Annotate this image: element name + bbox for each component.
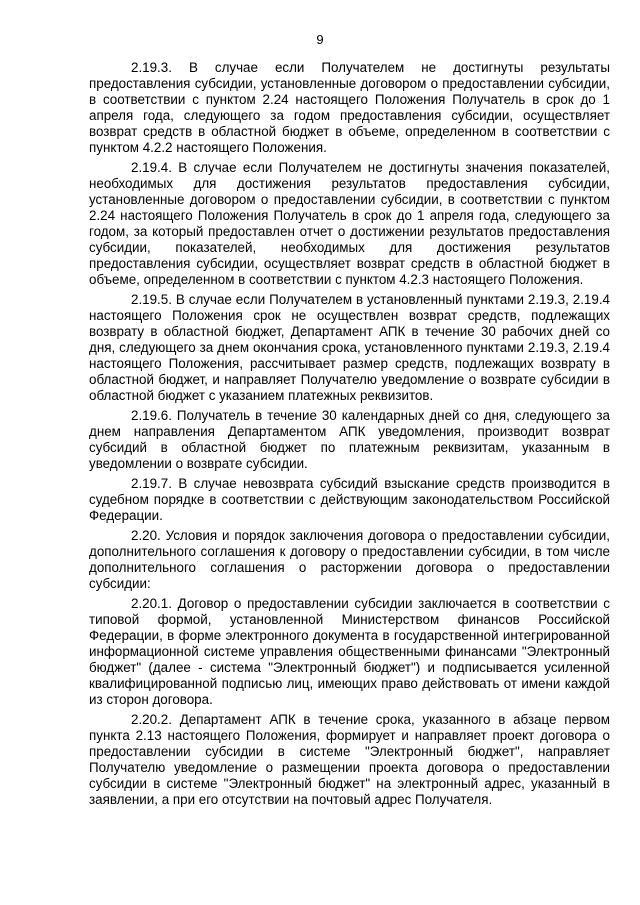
paragraph-2-20-1: 2.20.1. Договор о предоставлении субсидии заключается в соответствии с типовой формой, установленной Министерством финансов Российской Федерации, в форме электронного документа в государственной интегрированной информационной системе управления общественными финансами "Электронный бюджет" (далее - система "Электронный бюджет") и подписывается усиленной квалифицированной подписью лиц, имеющих право действовать от имени каждой из сторон договора. (89, 596, 610, 707)
paragraph-2-20-2: 2.20.2. Департамент АПК в течение срока, указанного в абзаце первом пункта 2.13 настоящего Положения, формирует и направляет проект договора о предоставлении субсидии в системе "Электронный бюджет", направляет Получателю уведомление о размещении проекта договора о предоставлении субсидии в системе "Электронный бюджет" на электронный адрес, указанный в заявлении, а при его отсутствии на почтовый адрес Получателя. (89, 712, 610, 807)
paragraph-2-19-4: 2.19.4. В случае если Получателем не достигнуты значения показателей, необходимых для достижения результатов предоставления субсидии, установленные договором о предоставлении субсидии, в соответствии с пунктом 2.24 настоящего Положения Получатель в срок до 1 апреля года, следующего за годом, за который предоставлен отчет о достижении результатов предоставления субсидии, показателей, необходимых для достижения результатов предоставления субсидии, осуществляет возврат средств в областной бюджет в объеме, определенном в соответствии с пунктом 4.2.3 настоящего Положения. (89, 160, 610, 287)
paragraph-2-20: 2.20. Условия и порядок заключения договора о предоставлении субсидии, дополнительного соглашения к договору о предоставлении субсидии, в том числе дополнительного соглашения о расторжении договора о предоставлении субсидии: (89, 528, 610, 591)
document-body (89, 60, 610, 812)
page-number: 9 (316, 32, 324, 47)
paragraph-2-19-7: 2.19.7. В случае невозврата субсидий взыскание средств производится в судебном порядке в соответствии с действующим законодательством Российской Федерации. (89, 476, 610, 523)
paragraph-2-19-3: 2.19.3. В случае если Получателем не достигнуты результаты предоставления субсидии, установленные договором о предоставлении субсидии, в соответствии с пунктом 2.24 настоящего Положения Получатель в срок до 1 апреля года, следующего за годом предоставления субсидии, осуществляет возврат средств в областной бюджет в объеме, определенном в соответствии с пунктом 4.2.2 настоящего Положения. (89, 60, 610, 155)
paragraph-2-19-5: 2.19.5. В случае если Получателем в установленный пунктами 2.19.3, 2.19.4 настоящего Положения срок не осуществлен возврат средств, подлежащих возврату в областной бюджет, Департамент АПК в течение 30 рабочих дней со дня, следующего за днем окончания срока, установленного пунктами 2.19.3, 2.19.4 настоящего Положения, рассчитывает размер средств, подлежащих возврату в областной бюджет, и направляет Получателю уведомление о возврате субсидии в областной бюджет с указанием платежных реквизитов. (89, 292, 610, 403)
paragraph-2-19-6: 2.19.6. Получатель в течение 30 календарных дней со дня, следующего за днем направления Департаментом АПК уведомления, производит возврат субсидий в областной бюджет по платежным реквизитам, указанным в уведомлении о возврате субсидии. (89, 408, 610, 471)
